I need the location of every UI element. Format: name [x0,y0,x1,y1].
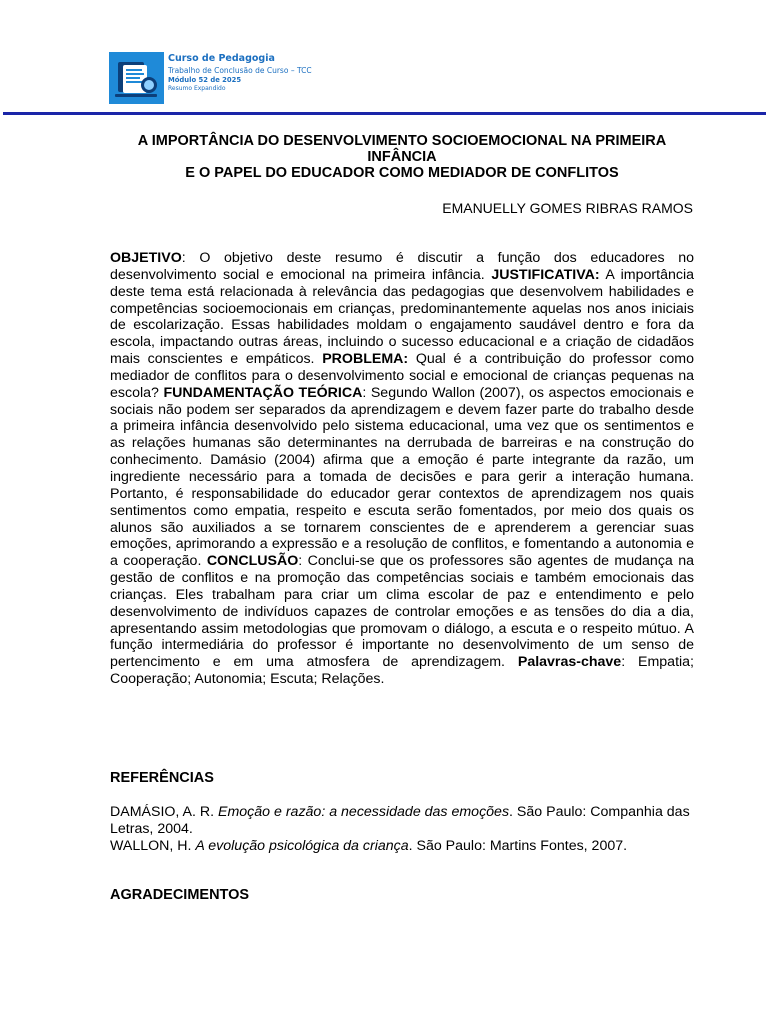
reference-author: DAMÁSIO, A. R. [110,804,219,820]
tcc-label: Trabalho de Conclusão de Curso – TCC [168,66,312,75]
acknowledgements-heading: AGRADECIMENTOS [110,887,250,903]
header-divider [3,112,766,115]
fundamentacao-text: : Segundo Wallon (2007), os aspectos emocionais e sociais não podem ser separados da aprendizagem e devem fazer parte do trabalho desde a primeira infância desenvolvido pelo sistema educacional, uma vez que os sentimentos e as relações humanas são determinantes na derrubada de barreiras e na construção do conhecimento. Damásio (2004) afirma que a emoção é parte integrante da razão, um ingrediente necessário para a tomada de decisões e para gerir a interação humana. Portanto, é responsabilidade do educador gerar contextos de aprendizagem nos quais sentimentos como empatia, respeito e escuta serão fomentados, por meio dos quais os alunos são auxiliados a se tornarem conscientes de e aprenderem a gerenciar suas emoções, aprimorando a expressão e a resolução de conflitos, e fomentando a autonomia e a cooperação. [110,384,694,570]
module-label: Módulo 52 de 2025 [168,76,242,84]
reference-item [110,804,700,838]
references-list [110,804,700,855]
document-title [112,133,692,181]
conclusao-text: : Conclui-se que os professores são agentes de mudança na gestão de conflitos e na promoção das competências sociais e também emocionais das crianças. Eles trabalham para criar um clima escolar de paz e entendimento e pelo desenvolvimento de indivíduos capazes de controlar emoções e as tensões do dia a dia, apresentando assim metodologias que promovam o diálogo, a escuta e o respeito mútuo. A função intermediária do professor é importante no desenvolvimento de um senso de pertencimento e em uma atmosfera de aprendizagem. [110,553,694,671]
reference-title: Emoção e razão: a necessidade das emoções [218,804,510,820]
objetivo-label: OBJETIVO [110,250,182,266]
reference-author: WALLON, H. [110,838,196,854]
fundamentacao-label: FUNDAMENTAÇÃO TEÓRICA [163,384,363,401]
references-heading: REFERÊNCIAS [110,770,214,786]
keywords-text: : Empatia; Cooperação; Autonomia; Escuta; Relações. [110,654,694,688]
problema-label: PROBLEMA: [322,351,409,368]
abstract-body [110,250,694,688]
problema-text: Qual é a contribuição do professor como mediador de conflitos para o desenvolvimento social e emocional de crianças pequenas na escola? [110,351,694,401]
document-study-icon [109,52,164,104]
title-line-2: E O PAPEL DO EDUCADOR COMO MEDIADOR DE CONFLITOS [185,165,619,181]
justificativa-text: A importância deste tema está relacionada à relevância das pedagogias que desenvolvem habilidades e competências socioemocionais em crianças, predominantemente aquelas nos anos iniciais de escolarização. Essas habilidades moldam o engajamento saudável dentro e fora da escola, impactando outras áreas, incluindo o sucesso educacional e a criação de cidadãos mais conscientes e empáticos. [110,266,694,368]
reference-publisher: . São Paulo: Companhia das Letras, 2004. [110,804,690,837]
keywords-label: Palavras-chave [517,654,622,671]
document-type: Resumo Expandido [168,85,226,92]
objetivo-text: : O objetivo deste resumo é discutir a função dos educadores no desenvolvimento social e emocional na primeira infância. [110,250,694,283]
reference-title: A evolução psicológica da criança [195,838,409,854]
reference-item [110,838,700,855]
header-text [168,52,312,93]
author-name: EMANUELLY GOMES RIBRAS RAMOS [442,200,693,216]
document-header [109,52,509,104]
conclusao-label: CONCLUSÃO [206,553,299,570]
course-name: Curso de Pedagogia [168,53,275,64]
title-line-1: A IMPORTÂNCIA DO DESENVOLVIMENTO SOCIOEMOCIONAL NA PRIMEIRA INFÂNCIA [137,133,667,165]
justificativa-label: JUSTIFICATIVA: [491,266,600,283]
course-logo [109,52,164,104]
reference-publisher: . São Paulo: Martins Fontes, 2007. [408,838,628,854]
